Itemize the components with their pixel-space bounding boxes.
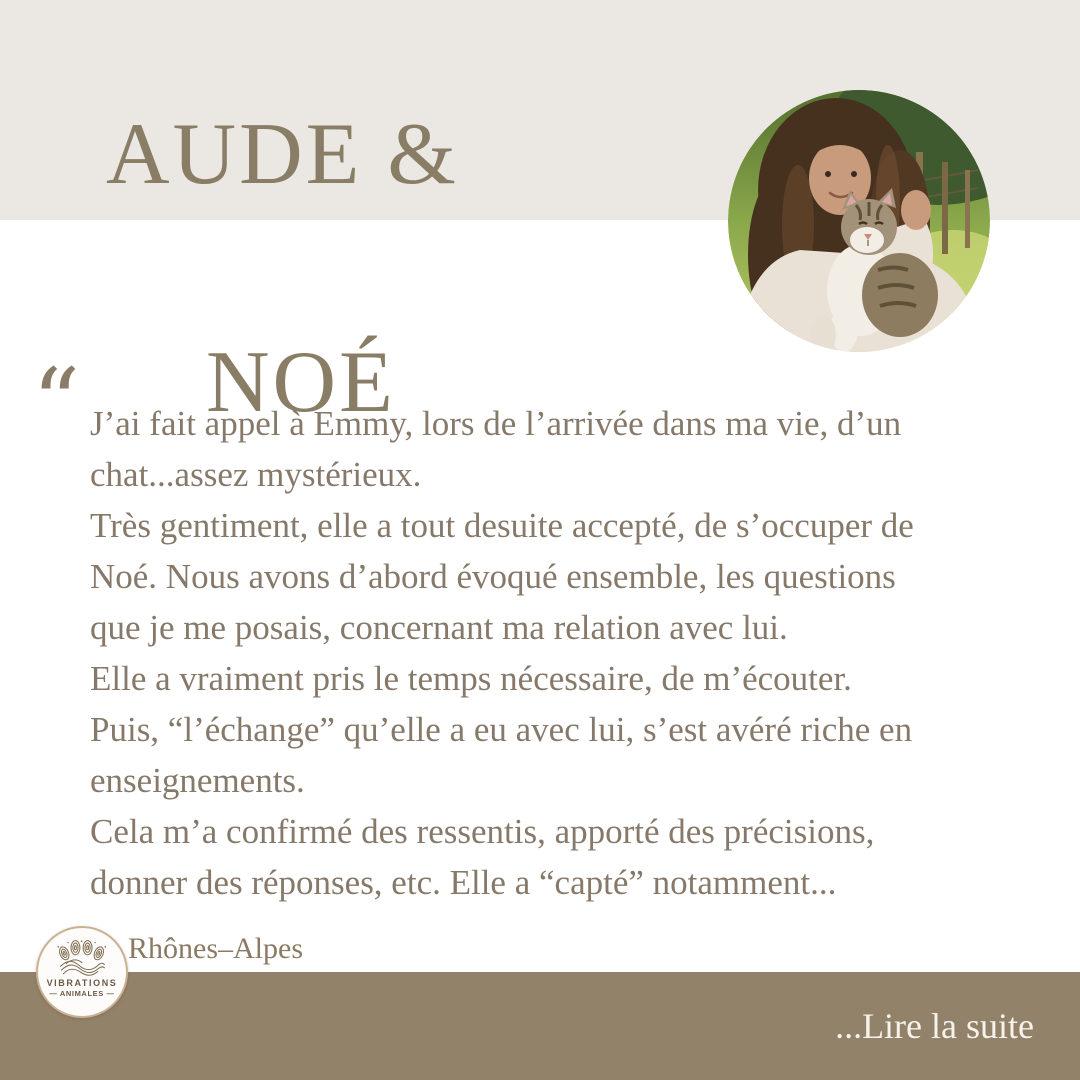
open-quote-icon: “ (32, 349, 81, 458)
quote-line: J’ai fait appel à Emmy, lors de l’arrivée dans ma vie, d’un (90, 404, 902, 443)
title-line2: NOÉ (206, 334, 396, 431)
quote-line: Très gentiment, elle a tout desuite accepté, de s’occuper de (90, 506, 914, 545)
quote-line: que je me posais, concernant ma relation avec lui. (90, 608, 788, 647)
quote-line: chat...assez mystérieux. (90, 455, 422, 494)
quote-line: donner des réponses, etc. Elle a “capté” notamment... (90, 863, 837, 902)
vibrations-animales-logo (36, 926, 128, 1018)
quote-line: Cela m’a confirmé des ressentis, apporté des précisions, (90, 812, 875, 851)
testimonial-text (90, 398, 1005, 908)
quote-line: Elle a vraiment pris le temps nécessaire, de m’écouter. (90, 659, 852, 698)
logo-text-line1: VIBRATIONS (46, 978, 118, 988)
read-more-link[interactable]: ...Lire la suite (835, 1006, 1034, 1046)
paw-icon (54, 939, 110, 977)
quote-line: Puis, “l’échange” qu’elle a eu avec lui, s’est avéré riche en (90, 710, 913, 749)
title-line1: AUDE & (106, 106, 459, 203)
profile-photo-illustration (728, 90, 990, 352)
region-label: Rhônes–Alpes (128, 932, 303, 965)
quote-line: enseignements. (90, 761, 305, 800)
quote-line: Noé. Nous avons d’abord évoqué ensemble, les questions (90, 557, 896, 596)
profile-photo (728, 90, 990, 352)
logo-text-line2: — ANIMALES — (49, 989, 115, 998)
